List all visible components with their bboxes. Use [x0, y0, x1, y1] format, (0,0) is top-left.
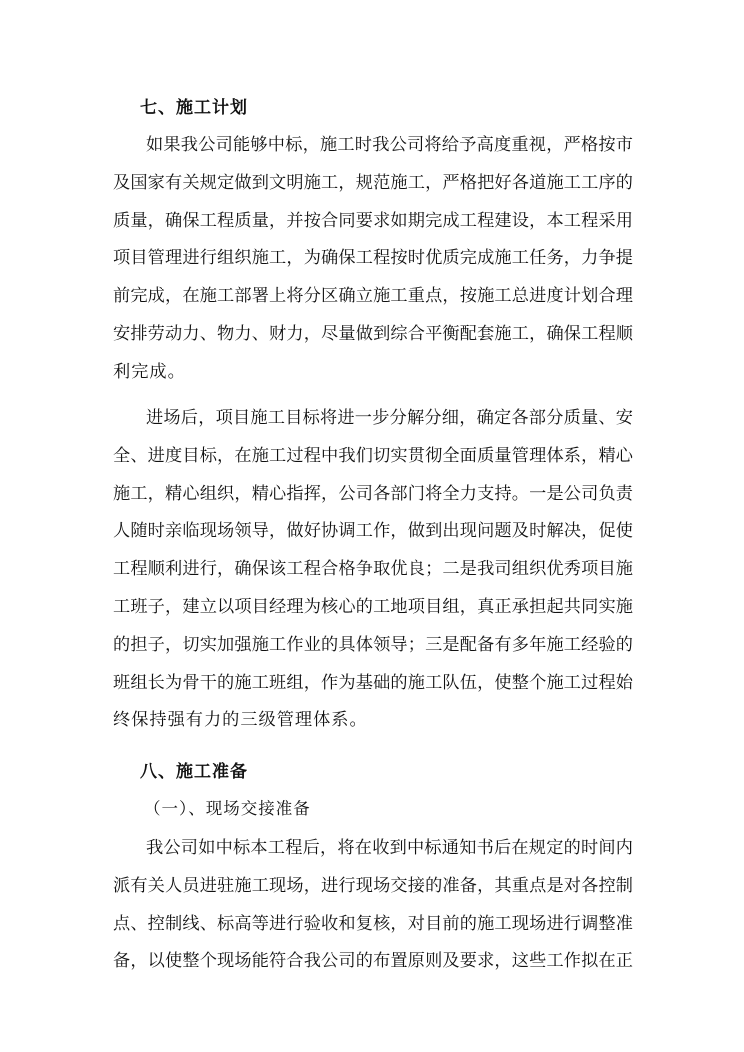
paragraph-line: 施工，精心组织，精心指挥，公司各部门将全力支持。一是公司负责 — [113, 483, 633, 504]
paragraph-line: 前完成，在施工部署上将分区确立施工重点，按施工总进度计划合理 — [113, 286, 633, 307]
paragraph-line: 利完成。 — [113, 361, 186, 382]
paragraph-line: 的担子，切实加强施工作业的具体领导；三是配备有多年施工经验的 — [113, 634, 633, 655]
paragraph-line: 全、进度目标，在施工过程中我们切实贯彻全面质量管理体系，精心 — [113, 445, 633, 466]
section-8-heading: 八、施工准备 — [140, 762, 248, 782]
paragraph-line: 点、控制线、标高等进行验收和复核，对目前的施工现场进行调整准 — [113, 913, 633, 934]
section-7-paragraph-1 — [113, 127, 633, 392]
paragraph-line: 备，以使整个现场能符合我公司的布置原则及要求，这些工作拟在正 — [113, 951, 633, 972]
paragraph-line: 终保持强有力的三级管理体系。 — [113, 710, 368, 731]
paragraph-line: 及国家有关规定做到文明施工，规范施工，严格把好各道施工工序的 — [113, 172, 633, 193]
section-7-heading: 七、施工计划 — [140, 98, 248, 118]
section-8-paragraph-1 — [113, 830, 633, 981]
paragraph-line: 班组长为骨干的施工班组，作为基础的施工队伍，使整个施工过程始 — [113, 672, 633, 693]
paragraph-line: 进场后，项目施工目标将进一步分解分细，确定各部分质量、安 — [146, 408, 633, 428]
paragraph-line: 人随时亲临现场领导，做好协调工作，做到出现问题及时解决，促使 — [113, 521, 633, 542]
section-8-subheading-1: （一）、现场交接准备 — [144, 799, 311, 818]
paragraph-line: 工程顺利进行，确保该工程合格争取优良；二是我司组织优秀项目施 — [113, 559, 633, 580]
paragraph-line: 如果我公司能够中标，施工时我公司将给予高度重视，严格按市 — [146, 135, 633, 155]
paragraph-line: 派有关人员进驻施工现场，进行现场交接的准备，其重点是对各控制 — [113, 875, 633, 896]
paragraph-line: 安排劳动力、物力、财力，尽量做到综合平衡配套施工，确保工程顺 — [113, 323, 633, 344]
section-7-paragraph-2 — [113, 400, 633, 740]
paragraph-line: 工班子，建立以项目经理为核心的工地项目组，真正承担起共同实施 — [113, 596, 633, 617]
paragraph-line: 我公司如中标本工程后，将在收到中标通知书后在规定的时间内 — [146, 838, 633, 858]
paragraph-line: 项目管理进行组织施工，为确保工程按时优质完成施工任务，力争提 — [113, 248, 633, 269]
paragraph-line: 质量，确保工程质量，并按合同要求如期完成工程建设，本工程采用 — [113, 210, 633, 231]
